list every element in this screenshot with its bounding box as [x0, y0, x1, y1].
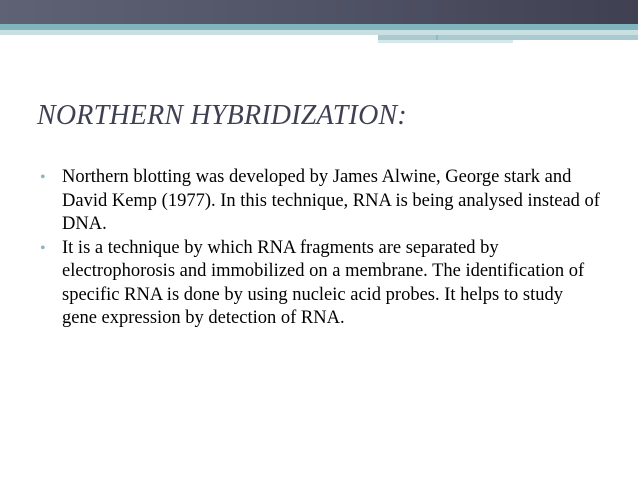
header-band-dark	[0, 0, 638, 24]
bullet-item	[40, 237, 600, 331]
header-accent-divider	[436, 35, 438, 40]
slide-title: NORTHERN HYBRIDIZATION:	[37, 100, 407, 131]
bullet-text: It is a technique by which RNA fragments are separated by electrophorosis and immobilized on a membrane. The identification of specific RNA is done by using nucleic acid probes. It helps to study gene expression by detection of RNA.	[62, 237, 585, 328]
header-accent-strip	[378, 40, 513, 43]
bullet-icon: •	[40, 169, 46, 186]
bullet-text: Northern blotting was developed by James Alwine, George stark and David Kemp (1977). In this technique, RNA is being analysed instead of DNA.	[62, 167, 600, 234]
bullet-item	[40, 166, 600, 237]
bullet-list	[40, 166, 600, 331]
bullet-icon: •	[40, 239, 46, 257]
